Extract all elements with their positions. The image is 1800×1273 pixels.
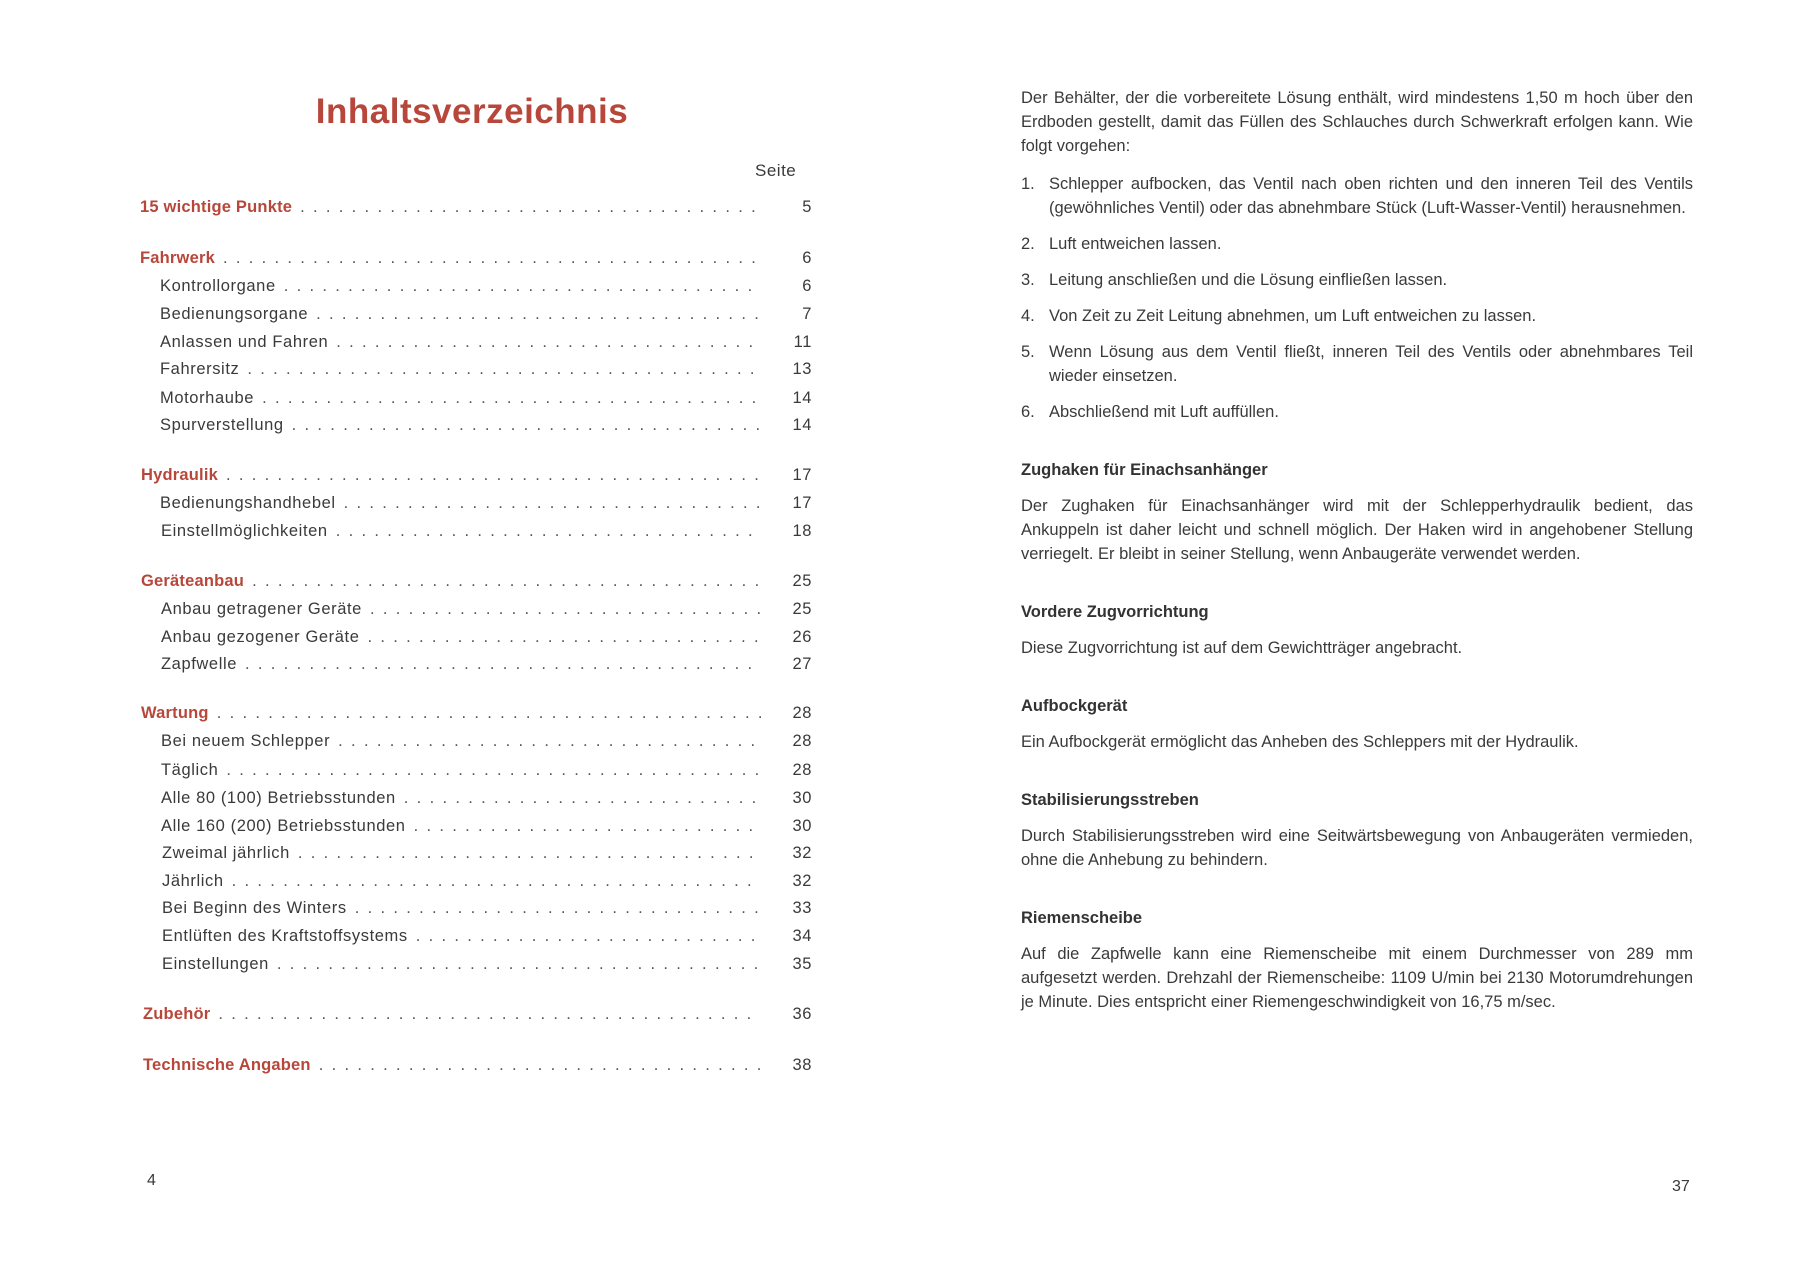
section-body: Ein Aufbockgerät ermöglicht das Anheben des Schleppers mit der Hydraulik.	[1021, 733, 1579, 751]
toc-leader-dots: ..........................................	[222, 249, 765, 267]
toc-entry[interactable]	[0, 628, 812, 652]
page-number-left: 4	[147, 1172, 156, 1189]
toc-entry-page: 32	[792, 872, 812, 890]
step-number: 2.	[1021, 235, 1035, 253]
toc-entry[interactable]	[0, 899, 812, 923]
toc-entry-label: Entlüften des Kraftstoffsystems	[162, 927, 408, 945]
step-text: Luft entweichen lassen.	[1049, 235, 1222, 253]
sections	[1021, 458, 1693, 1014]
toc-entry-page: 5	[802, 198, 812, 216]
toc-entry-page: 28	[792, 761, 812, 779]
toc-entry-page: 6	[802, 249, 812, 267]
section-body: Diese Zugvorrichtung ist auf dem Gewichtträger angebracht.	[1021, 639, 1463, 657]
toc-entry-page: 13	[792, 360, 812, 378]
intro-paragraph: Der Behälter, der die vorbereitete Lösung enthält, wird mindestens 1,50 m hoch über den Erdboden gestellt, damit das Füllen des Schlauches durch Schwerkraft erfolgen kann. Wie folgt vorgehen:	[1021, 89, 1693, 155]
toc-entry[interactable]	[0, 305, 812, 329]
toc-entry-page: 28	[792, 704, 812, 722]
toc-entry-page: 34	[792, 927, 812, 945]
step-item	[1021, 268, 1693, 292]
section-body: Auf die Zapfwelle kann eine Riemenscheibe mit einem Durchmesser von 289 mm aufgesetzt werden. Drehzahl der Riemenscheibe: 1109 U/min bei 2130 Motorumdrehungen je Minute. Dies entspricht einer Riemengeschwindigkeit von 16,75 m/sec.	[1021, 945, 1693, 1011]
toc-entry[interactable]	[0, 927, 812, 951]
toc-entry-page: 32	[792, 844, 812, 862]
section-heading: Riemenscheibe	[1021, 909, 1143, 927]
toc-entry-label: Alle 160 (200) Betriebsstunden	[161, 817, 406, 835]
toc-entry-label: Anbau gezogener Geräte	[161, 628, 360, 646]
toc-entry[interactable]	[0, 655, 812, 679]
section	[1021, 458, 1693, 566]
toc-entry-page: 17	[792, 494, 812, 512]
toc-entry-page: 26	[792, 628, 812, 646]
step-item	[1021, 340, 1693, 388]
toc-entry-page: 35	[792, 955, 812, 973]
toc-entry-label: Zapfwelle	[161, 655, 238, 673]
toc-entry-label: Alle 80 (100) Betriebsstunden	[161, 789, 396, 807]
toc-leader-dots: ..........................................	[226, 466, 768, 484]
section-heading: Aufbockgerät	[1021, 697, 1128, 715]
toc-entry-page: 14	[792, 416, 812, 434]
toc-entry[interactable]	[0, 466, 812, 490]
toc-leader-dots: .......................................	[262, 389, 765, 407]
toc-entry-label: Zweimal jährlich	[162, 844, 290, 862]
section	[1021, 788, 1693, 872]
toc-entry[interactable]	[0, 600, 812, 624]
toc-leader-dots: ........................................	[252, 572, 768, 590]
toc-entry-page: 25	[792, 572, 812, 590]
section-heading: Stabilisierungsstreben	[1021, 791, 1199, 809]
toc-entry-page: 30	[792, 817, 812, 835]
toc-leader-dots: ..........................................	[218, 1005, 760, 1023]
toc-entry-label: Bei neuem Schlepper	[161, 732, 331, 750]
toc-entry-label: Jährlich	[162, 872, 224, 890]
toc-entry[interactable]	[0, 572, 812, 596]
toc-entry-label: Technische Angaben	[143, 1056, 311, 1074]
toc-leader-dots: .................................	[338, 732, 764, 750]
toc-entry-label: Einstellmöglichkeiten	[161, 522, 328, 540]
toc-leader-dots: .................................	[343, 494, 769, 512]
step-item	[1021, 304, 1693, 328]
toc-entry-label: Kontrollorgane	[160, 277, 276, 295]
toc-entry-page: 38	[792, 1056, 812, 1074]
toc-entry[interactable]	[0, 817, 812, 841]
toc-leader-dots: .................................	[335, 522, 761, 540]
toc-entry-label: Fahrwerk	[140, 249, 215, 267]
toc-entry-page: 33	[792, 899, 812, 917]
toc-leader-dots: ...........................	[415, 927, 764, 945]
step-number: 1.	[1021, 175, 1035, 193]
section-body: Durch Stabilisierungsstreben wird eine Seitwärtsbewegung von Anbaugeräten vermieden, ohne die Anhebung zu behindern.	[1021, 827, 1693, 869]
toc-entry-page: 25	[792, 600, 812, 618]
page-number-right: 37	[1672, 1178, 1690, 1195]
section-body: Der Zughaken für Einachsanhänger wird mit der Schlepperhydraulik bedient, das Ankuppeln ist daher leicht und schnell möglich. Der Haken wird in angehobener Stellung verriegelt. Er bleibt in seiner Stellung, wenn Anbaugeräte verwendet werden.	[1021, 497, 1693, 563]
toc-leader-dots: ...................................	[316, 305, 768, 323]
toc-entry-label: Bedienungsorgane	[160, 305, 309, 323]
toc-entry-label: Anlassen und Fahren	[160, 333, 329, 351]
step-number: 5.	[1021, 343, 1035, 361]
page-title: Inhaltsverzeichnis	[315, 92, 629, 131]
toc-entry[interactable]	[0, 1056, 812, 1080]
toc-entry[interactable]	[0, 416, 812, 440]
step-number: 6.	[1021, 403, 1035, 421]
toc-leader-dots: ............................	[403, 789, 765, 807]
toc-entry-label: Wartung	[141, 704, 209, 722]
toc-entry-page: 17	[792, 466, 812, 484]
toc-entry-label: Spurverstellung	[160, 416, 284, 434]
step-text: Schlepper aufbocken, das Ventil nach oben richten und den inneren Teil des Ventils (gewöhnliches Ventil) oder das abnehmbare Stück (Luft-Wasser-Ventil) herausnehmen.	[1049, 175, 1693, 217]
right-page-text	[1021, 86, 1693, 1014]
step-text: Abschließend mit Luft auffüllen.	[1049, 403, 1279, 421]
toc-entry[interactable]	[0, 389, 812, 413]
toc-leader-dots: ................................	[354, 899, 767, 917]
toc-leader-dots: .....................................	[283, 277, 761, 295]
section	[1021, 600, 1693, 660]
toc-entry-page: 11	[793, 333, 812, 351]
toc-entry-page: 18	[792, 522, 812, 540]
toc-entry[interactable]	[0, 872, 812, 896]
steps-list	[1021, 172, 1693, 424]
toc-entry[interactable]	[0, 789, 812, 813]
page-column-header: Seite	[755, 161, 797, 180]
step-item	[1021, 232, 1693, 256]
toc-entry-label: Täglich	[161, 761, 219, 779]
toc-entry-label: Fahrersitz	[160, 360, 240, 378]
toc-leader-dots: ...........................................	[216, 704, 771, 722]
toc-leader-dots: ......................................	[276, 955, 767, 973]
toc-entry[interactable]	[0, 522, 812, 546]
step-item	[1021, 172, 1693, 220]
section-heading: Zughaken für Einachsanhänger	[1021, 461, 1268, 479]
toc-leader-dots: ....................................	[300, 198, 764, 216]
toc-leader-dots: ...................................	[318, 1056, 770, 1074]
toc-leader-dots: ........................................	[247, 360, 763, 378]
toc-entry[interactable]	[0, 732, 812, 756]
toc-entry[interactable]	[0, 277, 812, 301]
toc-leader-dots: ...............................	[367, 628, 767, 646]
toc-entry-page: 36	[792, 1005, 812, 1023]
toc-entry-page: 27	[792, 655, 812, 673]
toc-entry[interactable]	[0, 1005, 812, 1029]
toc-entry-page: 28	[792, 732, 812, 750]
toc-entry[interactable]	[0, 761, 812, 785]
toc-entry[interactable]	[0, 333, 812, 357]
toc-entry-label: Hydraulik	[141, 466, 218, 484]
toc-leader-dots: .........................................	[231, 872, 760, 890]
toc-entry[interactable]	[0, 494, 812, 518]
toc-entry[interactable]	[0, 198, 812, 222]
toc-leader-dots: ...............................	[369, 600, 770, 618]
toc-entry-label: Geräteanbau	[141, 572, 245, 590]
section	[1021, 694, 1693, 754]
toc-entry-label: Anbau getragener Geräte	[161, 600, 362, 618]
toc-entry-page: 30	[792, 789, 812, 807]
toc-leader-dots: ....................................	[297, 844, 762, 862]
toc-entry-page: 6	[802, 277, 812, 295]
toc-leader-dots: ...........................	[413, 817, 762, 835]
toc-entry-label: 15 wichtige Punkte	[140, 198, 293, 216]
step-number: 3.	[1021, 271, 1035, 289]
toc-entry-label: Bedienungshandhebel	[160, 494, 336, 512]
toc-entry-page: 14	[792, 389, 812, 407]
toc-entry-label: Bei Beginn des Winters	[162, 899, 347, 917]
toc-leader-dots: .................................	[336, 333, 762, 351]
toc-leader-dots: .....................................	[291, 416, 769, 434]
toc-leader-dots: ........................................	[245, 655, 761, 673]
section	[1021, 906, 1693, 1014]
step-item	[1021, 400, 1693, 424]
toc-entry[interactable]	[0, 955, 812, 979]
step-text: Wenn Lösung aus dem Ventil fließt, inneren Teil des Ventils oder abnehmbares Teil wieder einsetzen.	[1049, 343, 1693, 385]
toc-entry[interactable]	[0, 360, 812, 384]
step-text: Leitung anschließen und die Lösung einfließen lassen.	[1049, 271, 1448, 289]
toc-entry-label: Zubehör	[143, 1005, 211, 1023]
step-number: 4.	[1021, 307, 1035, 325]
toc-entry[interactable]	[0, 704, 812, 728]
toc-entry[interactable]	[0, 844, 812, 868]
toc-entry[interactable]	[0, 249, 812, 273]
section-heading: Vordere Zugvorrichtung	[1021, 603, 1209, 621]
step-text: Von Zeit zu Zeit Leitung abnehmen, um Luft entweichen zu lassen.	[1049, 307, 1537, 325]
toc-entry-label: Motorhaube	[160, 389, 255, 407]
toc-entry-label: Einstellungen	[162, 955, 269, 973]
toc-entry-page: 7	[802, 305, 812, 323]
toc-leader-dots: ..........................................	[226, 761, 768, 779]
